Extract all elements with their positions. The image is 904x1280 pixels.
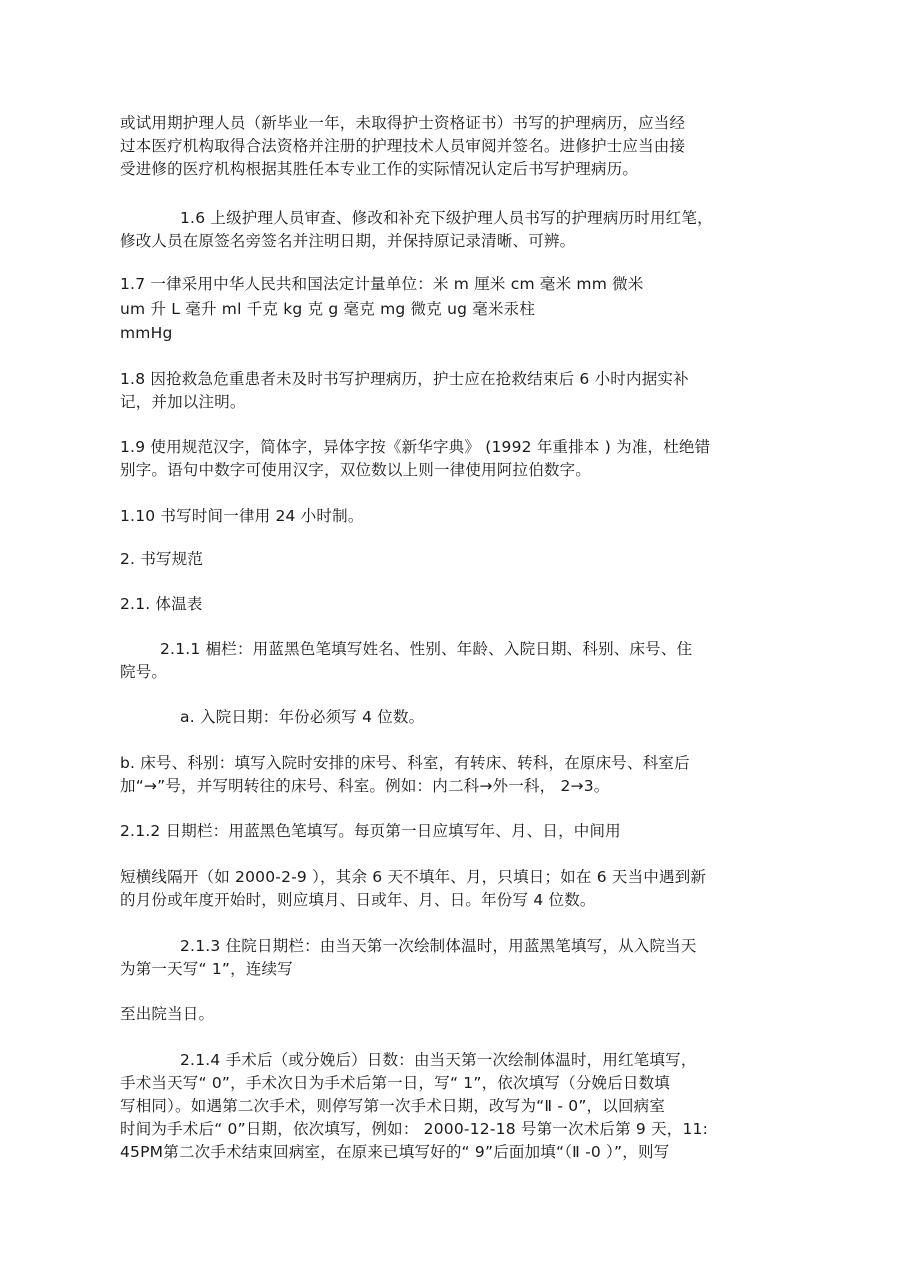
intro-line-3: 受进修的医疗机构根据其胜任本专业工作的实际情况认定后书写护理病历。	[120, 160, 639, 178]
heading-2: 2. 书写规范	[120, 550, 204, 568]
item-b-line-2: 加“→”号，并写明转往的床号、科室。例如：内二科→外一科， 2→3。	[120, 777, 610, 795]
intro-line-1: 或试用期护理人员（新毕业一年，未取得护士资格证书）书写的护理病历，应当经	[120, 114, 686, 132]
section-1-7-line-2: um 升 L 毫升 ml 千克 kg 克 g 毫克 mg 微克 ug 毫米汞柱	[120, 300, 536, 318]
section-1-9-line-2: 别字。语句中数字可使用汉字，双位数以上则一律使用阿拉伯数字。	[120, 461, 592, 479]
section-1-6-line-1: 1.6 上级护理人员审查、修改和补充下级护理人员书写的护理病历时用红笔，	[180, 209, 713, 227]
section-1-8-line-2: 记，并加以注明。	[120, 393, 246, 411]
section-2-1-4-line-1: 2.1.4 手术后（或分娩后）日数：由当天第一次绘制体温时，用红笔填写，	[180, 1051, 697, 1069]
section-1-8-line-1: 1.8 因抢救急危重患者未及时书写护理病历，护士应在抢救结束后 6 小时内据实补	[120, 370, 689, 388]
section-2-1-4-line-5: 45PM第二次手术结束回病室，在原来已填写好的“ 9”后面加填“（Ⅱ -0 ）”，则写	[120, 1143, 670, 1161]
section-1-10: 1.10 书写时间一律用 24 小时制。	[120, 507, 364, 525]
section-1-7-line-1: 1.7 一律采用中华人民共和国法定计量单位：米 m 厘米 cm 毫米 mm 微米	[120, 275, 644, 293]
section-2-1-3-line-1: 2.1.3 住院日期栏：由当天第一次绘制体温时，用蓝黑笔填写，从入院当天	[180, 937, 697, 955]
heading-2-1: 2.1. 体温表	[120, 595, 203, 613]
section-1-9-line-1: 1.9 使用规范汉字，简体字，异体字按《新华字典》 (1992 年重排本 ) 为准，杜绝错	[120, 438, 711, 456]
item-b-line-1: b. 床号、科别：填写入院时安排的床号、科室，有转床、转科，在原床号、科室后	[120, 754, 690, 772]
section-2-1-2-line-3: 的月份或年度开始时，则应填月、日或年、月、日。年份写 4 位数。	[120, 891, 596, 909]
section-1-6-line-2: 修改人员在原签名旁签名并注明日期，并保持原记录清晰、可辨。	[120, 232, 576, 250]
intro-line-2: 过本医疗机构取得合法资格并注册的护理技术人员审阅并签名。进修护士应当由接	[120, 137, 686, 155]
item-a: a. 入院日期：年份必须写 4 位数。	[180, 708, 425, 726]
section-1-7-line-3: mmHg	[120, 324, 173, 342]
section-2-1-4-line-2: 手术当天写“ 0”，手术次日为手术后第一日，写“ 1”，依次填写（分娩后日数填	[120, 1074, 670, 1092]
section-2-1-1-line-1: 2.1.1 楣栏：用蓝黑色笔填写姓名、性别、年龄、入院日期、科别、床号、住	[160, 640, 693, 658]
section-2-1-2-line-2: 短横线隔开（如 2000-2-9 ），其余 6 天不填年、月，只填日；如在 6 天当中遇到新	[120, 868, 707, 886]
section-2-1-3-line-3: 至出院当日。	[120, 1005, 215, 1023]
section-2-1-4-line-3: 写相同）。如遇第二次手术，则停写第一次手术日期，改写为“Ⅱ - 0”，以回病室	[120, 1097, 666, 1115]
section-2-1-3-line-2: 为第一天写“ 1”，连续写	[120, 960, 293, 978]
section-2-1-4-line-4: 时间为手术后“ 0”日期，依次填写，例如： 2000-12-18 号第一次术后第 9 天，11:	[120, 1120, 709, 1138]
section-2-1-2-line-1: 2.1.2 日期栏：用蓝黑色笔填写。每页第一日应填写年、月、日，中间用	[120, 822, 621, 840]
section-2-1-1-line-2: 院号。	[120, 663, 168, 681]
